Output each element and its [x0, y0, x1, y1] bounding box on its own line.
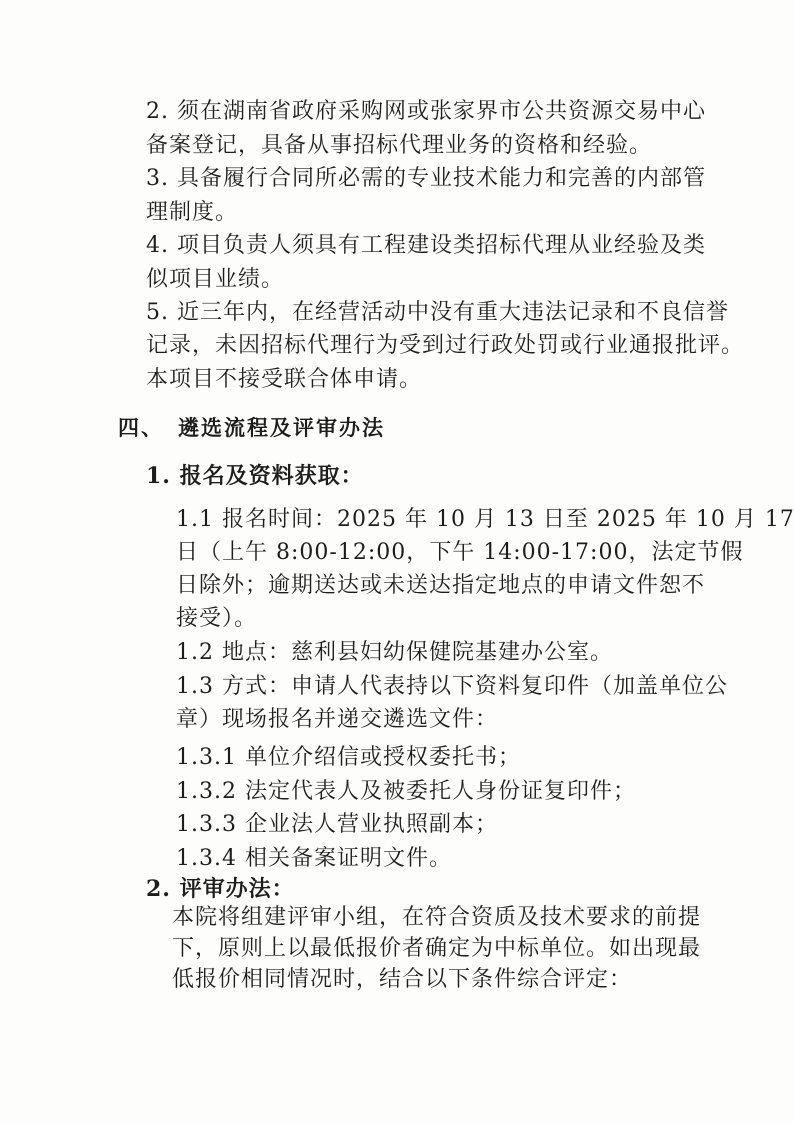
- qualification-2-line-1: 2. 须在湖南省政府采购网或张家界市公共资源交易中心: [146, 99, 706, 124]
- list-item-1-3-1: 1.3.1 单位介绍信或授权委托书；: [176, 745, 521, 770]
- evaluation-line-1: 本院将组建评审小组，在符合资质及技术要求的前提: [172, 905, 702, 930]
- qualification-5-line-2: 记录，未因招标代理行为受到过行政处罚或行业通报批评。: [146, 333, 745, 358]
- qualification-3-line-2: 理制度。: [146, 200, 239, 225]
- item-1-1-line-1: 1.1 报名时间：2025 年 10 月 13 日至 2025 年 10 月 17: [176, 507, 795, 532]
- subsection-1-title: 1. 报名及资料获取：: [146, 463, 364, 489]
- no-consortium-note: 本项目不接受联合体申请。: [146, 367, 423, 392]
- qualification-4-line-2: 似项目业绩。: [146, 267, 285, 292]
- section-4-number: 四、: [118, 415, 164, 440]
- subsection-2-title: 2. 评审办法：: [146, 876, 295, 902]
- list-item-1-3-2: 1.3.2 法定代表人及被委托人身份证复印件；: [176, 779, 636, 804]
- evaluation-line-3: 低报价相同情况时，结合以下条件综合评定：: [172, 967, 633, 992]
- list-item-1-3-4: 1.3.4 相关备案证明文件。: [176, 846, 452, 871]
- qualification-5-line-1: 5. 近三年内，在经营活动中没有重大违法记录和不良信誉: [146, 300, 729, 325]
- item-1-1-line-3: 日除外；逾期送达或未送达指定地点的申请文件恕不: [176, 573, 706, 598]
- item-1-2: 1.2 地点：慈利县妇幼保健院基建办公室。: [176, 640, 613, 665]
- section-4-title: 遴选流程及评审办法: [178, 415, 385, 440]
- item-1-1-line-2: 日（上午 8:00-12:00，下午 14:00-17:00，法定节假: [176, 540, 744, 565]
- qualification-2-line-2: 备案登记，具备从事招标代理业务的资格和经验。: [146, 133, 653, 158]
- evaluation-line-2: 下，原则上以最低报价者确定为中标单位。如出现最: [172, 936, 702, 961]
- qualification-4-line-1: 4. 项目负责人须具有工程建设类招标代理从业经验及类: [146, 233, 706, 258]
- item-1-3-line-2: 章）现场报名并递交遴选文件：: [176, 707, 499, 732]
- item-1-3-line-1: 1.3 方式：申请人代表持以下资料复印件（加盖单位公: [176, 674, 728, 699]
- list-item-1-3-3: 1.3.3 企业法人营业执照副本；: [176, 812, 498, 837]
- item-1-1-line-4: 接受）。: [176, 606, 258, 631]
- qualification-3-line-1: 3. 具备履行合同所必需的专业技术能力和完善的内部管: [146, 166, 706, 191]
